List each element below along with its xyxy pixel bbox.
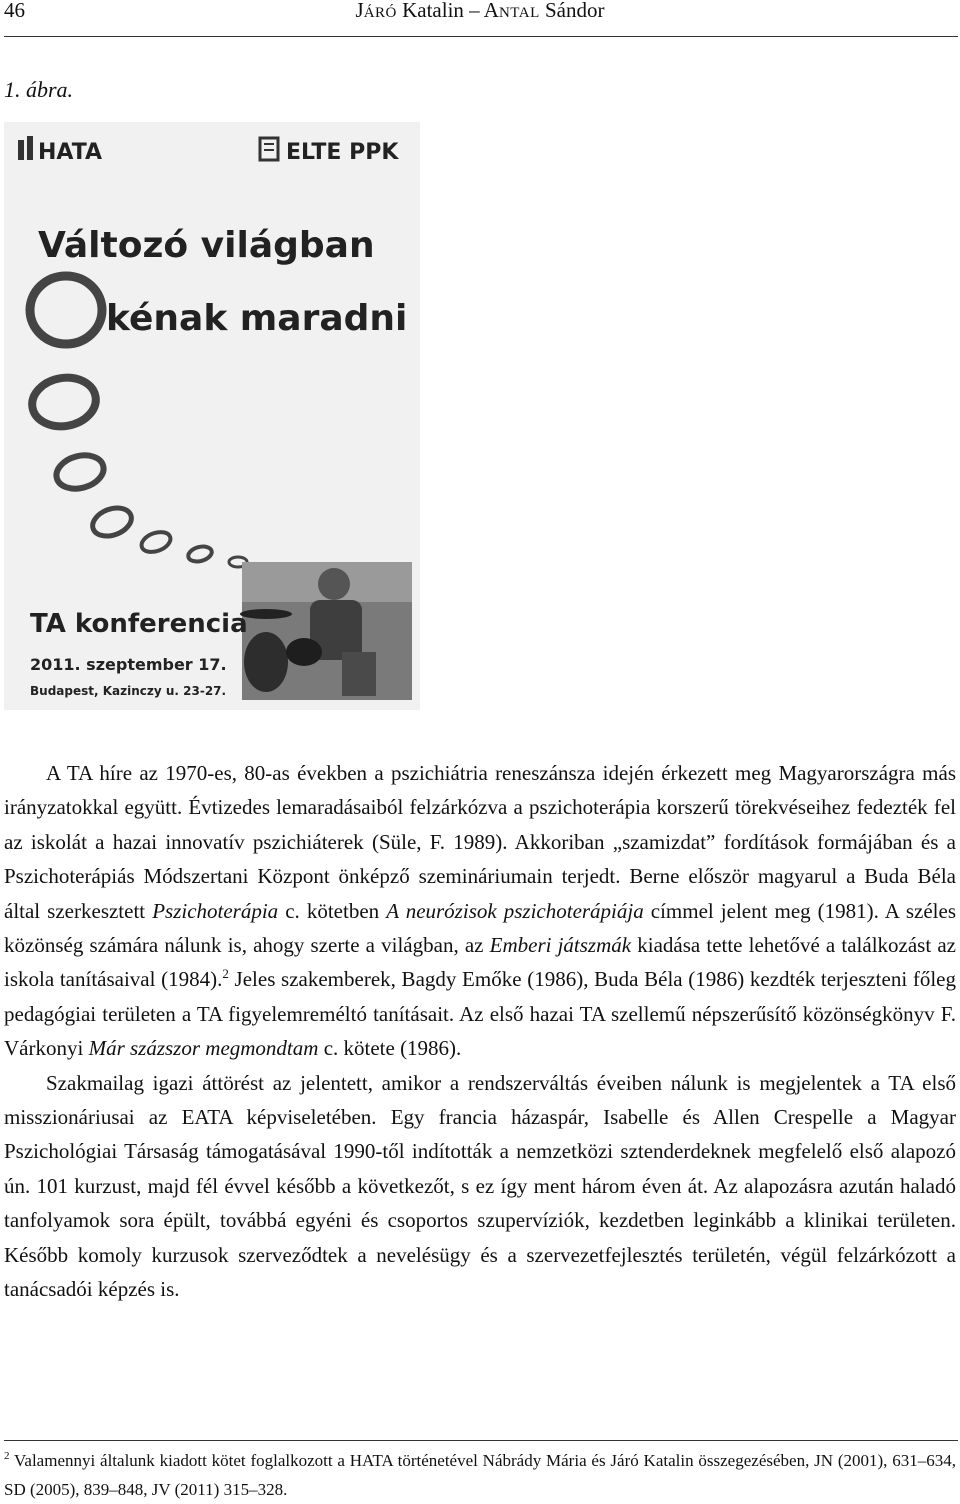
paragraph-2: Szakmailag igazi áttörést az jelentett, amikor a rendszerváltás éveiben nálunk is megjelentek a TA első misszionáriusai az EATA képviseletében. Egy francia házaspár, Isabelle és Allen Crespelle a Magyar Pszichológiai Társaság támogatásával 1990-től indították a nemzetközi sztenderdeknek megfelelő első alapozó ún. 101 kurzust, majd fél évvel később a következőt, s ez így ment három éven át. Az alapozásra azután haladó tanfolyamok sora épült, továbbá egyéni és csoportos szupervíziók, kezdetben leginkább a klinikai területen. Később komoly kurzusok szerveződtek a nevelésügy és a szervezetfejlesztés területén, végül felzárkózott a tanácsadói képzés is. [4,1070,956,1302]
poster-event: TA konferencia [30,609,248,639]
conference-poster-image [4,122,420,710]
footnote-ref: 2 [222,966,229,982]
header-rule [4,36,958,37]
drummer-photo [240,562,412,700]
poster-title-line1: Változó világban [38,225,375,266]
author2-given: Sándor [539,0,605,22]
author2-surname-smallcaps: NTAL [498,5,540,21]
poster-logo-right: ELTE PPK [286,140,399,165]
running-head-authors [0,0,960,23]
poster-artwork [4,122,420,710]
page-number: 46 [4,0,25,22]
poster-venue: Budapest, Kazinczy u. 23-27. [30,684,227,698]
poster-logo-left: HATA [38,140,103,165]
footnote-rule [4,1440,958,1441]
poster-date: 2011. szeptember 17. [30,655,227,674]
author1-initial: J [355,0,364,22]
footnote [4,1446,956,1504]
figure-caption: 1. ábra. [4,77,74,102]
footnote-text: Valamennyi általunk kiadott kötet foglalkozott a HATA történetével Nábrády Mária és Járó Katalin összegezésében, JN (2001), 631–634, SD (2005), 839–848, JV (2011) 315–328. [4,1451,956,1499]
footnote-marker: 2 [4,1450,10,1462]
poster-title-line2: kénak maradni [106,298,408,339]
body-text [4,756,956,1307]
author1-given: Katalin – [396,0,484,22]
author2-initial: A [483,0,499,22]
author1-surname-smallcaps: ÁRÓ [363,5,397,21]
paragraph-1: A TA híre az 1970-es, 80-as években a pszichiátria reneszánsza idején érkezett meg Magyarországra más irányzatokkal együtt. Évtizedes lemaradásaiból felzárkózva a pszichoterápia korszerű törekvéseihez fedezték fel az iskolát a hazai innovatív pszichiáterek (Süle, F. 1989). Akkoriban „szamizdat” fordítások formájában és a Pszichoterápiás Módszertani Központ önképző szemináriumain terjedt. Berne először magyarul a Buda Béla által szerkesztett Pszichoterápia c. kötetben A neurózisok pszichoterápiája címmel jelent meg (1981). A széles közönség számára nálunk is, ahogy szerte a világban, az Emberi játszmák kiadása tette lehetővé a találkozást az iskola tanításaival (1984).$^2$ Jeles szakemberek, Bagdy Emőke (1986), Buda Béla (1986) kezdték terjeszteni főleg pedagógiai területen a TA figyelemreméltó tanításait. Az első hazai TA szellemű népszerűsítő közönségkönyv F. Várkonyi Már százszor megmondtam c. kötete (1986). [4,761,956,1061]
running-header [0,0,960,40]
